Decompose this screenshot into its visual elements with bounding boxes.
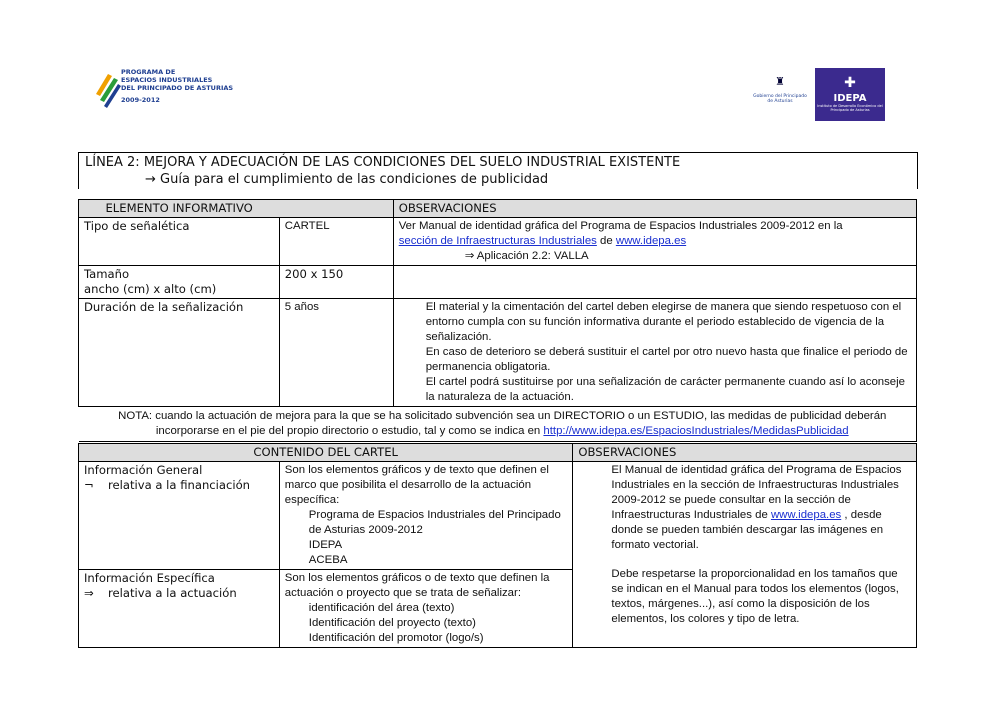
list-item: El cartel podrá sustituirse por una señalización de carácter permanente cuando así lo aconseje la naturaleza de la actuación. — [400, 375, 911, 405]
list-item: Debe respetarse la proporcionalidad en los tamaños que se indican en el Manual para todos los elementos (logos, textos, márgenes...), así como la disposición de los elementos, los colores y tipo de letra. — [587, 567, 911, 627]
table-header-row — [79, 444, 917, 462]
list-item: El Manual de identidad gráfica del Programa de Espacios Industriales en la sección de Infraestructuras Industriales 2009-2012 se puede consultar en la sección de Infraestructuras Industriales de www.idepa.es , desde donde se pueden también descargar las imágenes en formato vectorial. — [587, 463, 911, 553]
value-duracion: 5 años — [279, 299, 393, 407]
table-header-row — [79, 200, 917, 218]
bullet-icon — [285, 553, 309, 568]
programa-logo-mark-icon — [94, 66, 122, 112]
header-observaciones: OBSERVACIONES — [393, 200, 916, 218]
page-subtitle: → Guía para el cumplimiento de las condiciones de publicidad — [145, 172, 549, 187]
obs-tamano — [393, 266, 916, 299]
list-item: Identificación del proyecto (texto) — [285, 616, 568, 631]
label-info-especifica: Información Específica ⇒ relativa a la actuación — [79, 570, 280, 648]
bullet-icon — [285, 538, 309, 553]
table-row — [79, 407, 917, 442]
idepa-logo: ✚ IDEPA Instituto de Desarrollo Económico del Principado de Asturias — [815, 68, 885, 121]
label-duracion: Duración de la señalización — [79, 299, 280, 407]
table-row — [79, 218, 917, 266]
table-row — [79, 299, 917, 407]
desc-info-general: Son los elementos gráficos y de texto que definen el marco que posibilita el desarrollo de la actuación específica: Programa de Espacios Industriales del Principado de Asturias 2009-2012 IDEPA ACEBA — [279, 462, 573, 570]
list-item: El material y la cimentación del cartel deben elegirse de manera que siendo respetuoso con el entorno cumpla con su función informativa durante el periodo establecido de vigencia de la señalización. — [400, 300, 911, 345]
bullet-icon — [285, 508, 309, 538]
programa-logo — [94, 66, 254, 112]
header-observaciones-2: OBSERVACIONES — [573, 444, 917, 462]
obs-tipo: Ver Manual de identidad gráfica del Programa de Espacios Industriales 2009-2012 en la sección de Infraestructuras Industriales de www.idepa.es ⇒ Aplicación 2.2: VALLA — [393, 218, 916, 266]
label-tamano: Tamaño ancho (cm) x alto (cm) — [79, 266, 280, 299]
bullet-icon — [400, 375, 426, 405]
nota-cell: NOTA: cuando la actuación de mejora para la que se ha solicitado subvención sea un DIRECTORIO o un ESTUDIO, las medidas de publicidad deberán incorporarse en el pie del propio directorio o estudio, tal y como se indica en http://www.idepa.es/EspaciosIndustriales/MedidasPublicidad — [79, 407, 917, 442]
header-elemento: ELEMENTO INFORMATIVO — [79, 200, 280, 218]
link-infraestructuras[interactable]: sección de Infraestructuras Industriales — [398, 235, 597, 247]
bullet-icon — [587, 463, 611, 553]
aplicacion-text: ⇒ Aplicación 2.2: VALLA — [464, 250, 589, 262]
table-row — [79, 266, 917, 299]
value-tamano: 200 x 150 — [279, 266, 393, 299]
double-arrow-icon: ⇒ — [84, 586, 94, 600]
label-info-general: Información General ¬ relativa a la financiación — [79, 462, 280, 570]
header-blank — [279, 200, 393, 218]
gobierno-asturias-logo: ♜ Gobierno del Principado de Asturias — [752, 70, 808, 114]
list-item: Identificación del promotor (logo/s) — [285, 631, 568, 646]
link-medidas-publicidad[interactable]: http://www.idepa.es/EspaciosIndustriales/MedidasPublicidad — [543, 425, 849, 437]
list-item: IDEPA — [285, 538, 568, 553]
desc-info-especifica: Son los elementos gráficos o de texto que definen la actuación o proyecto que se trata de señalizar: identificación del área (texto) Identificación del proyecto (texto) Identificación del promotor (logo/s) — [279, 570, 573, 648]
bullet-icon — [400, 345, 426, 375]
header-contenido: CONTENIDO DEL CARTEL — [79, 444, 573, 462]
title-box — [78, 152, 918, 189]
obs-contenido — [573, 462, 917, 648]
label-tipo: Tipo de señalética — [79, 218, 280, 266]
bullet-icon — [285, 616, 309, 631]
table-row — [79, 462, 917, 570]
programa-logo-text: PROGRAMA DE ESPACIOS INDUSTRIALES DEL PRINCIPADO DE ASTURIAS 2009-2012 — [121, 68, 234, 104]
value-tipo: CARTEL — [279, 218, 393, 266]
bullet-icon — [285, 601, 309, 616]
list-item: En caso de deterioro se deberá sustituir el cartel por otro nuevo hasta que finalice el periodo de permanencia obligatoria. — [400, 345, 911, 375]
list-item: ACEBA — [285, 553, 568, 568]
obs-duracion — [393, 299, 916, 407]
link-idepa-2[interactable]: www.idepa.es — [770, 509, 842, 521]
elemento-informativo-table — [78, 199, 917, 442]
list-item: identificación del área (texto) — [285, 601, 568, 616]
page-title: LÍNEA 2: MEJORA Y ADECUACIÓN DE LAS CONDICIONES DEL SUELO INDUSTRIAL EXISTENTE — [85, 155, 681, 170]
contenido-cartel-table — [78, 443, 917, 648]
bullet-icon — [285, 631, 309, 646]
crest-icon: ♜ — [775, 75, 785, 88]
list-item: Programa de Espacios Industriales del Principado de Asturias 2009-2012 — [285, 508, 568, 538]
idepa-mark-icon: ✚ — [844, 75, 856, 91]
bullet-icon — [400, 300, 426, 345]
nota-label: NOTA: — [118, 410, 153, 422]
link-idepa[interactable]: www.idepa.es — [615, 235, 687, 247]
bullet-icon — [587, 567, 611, 627]
negation-arrow-icon: ¬ — [84, 478, 94, 492]
